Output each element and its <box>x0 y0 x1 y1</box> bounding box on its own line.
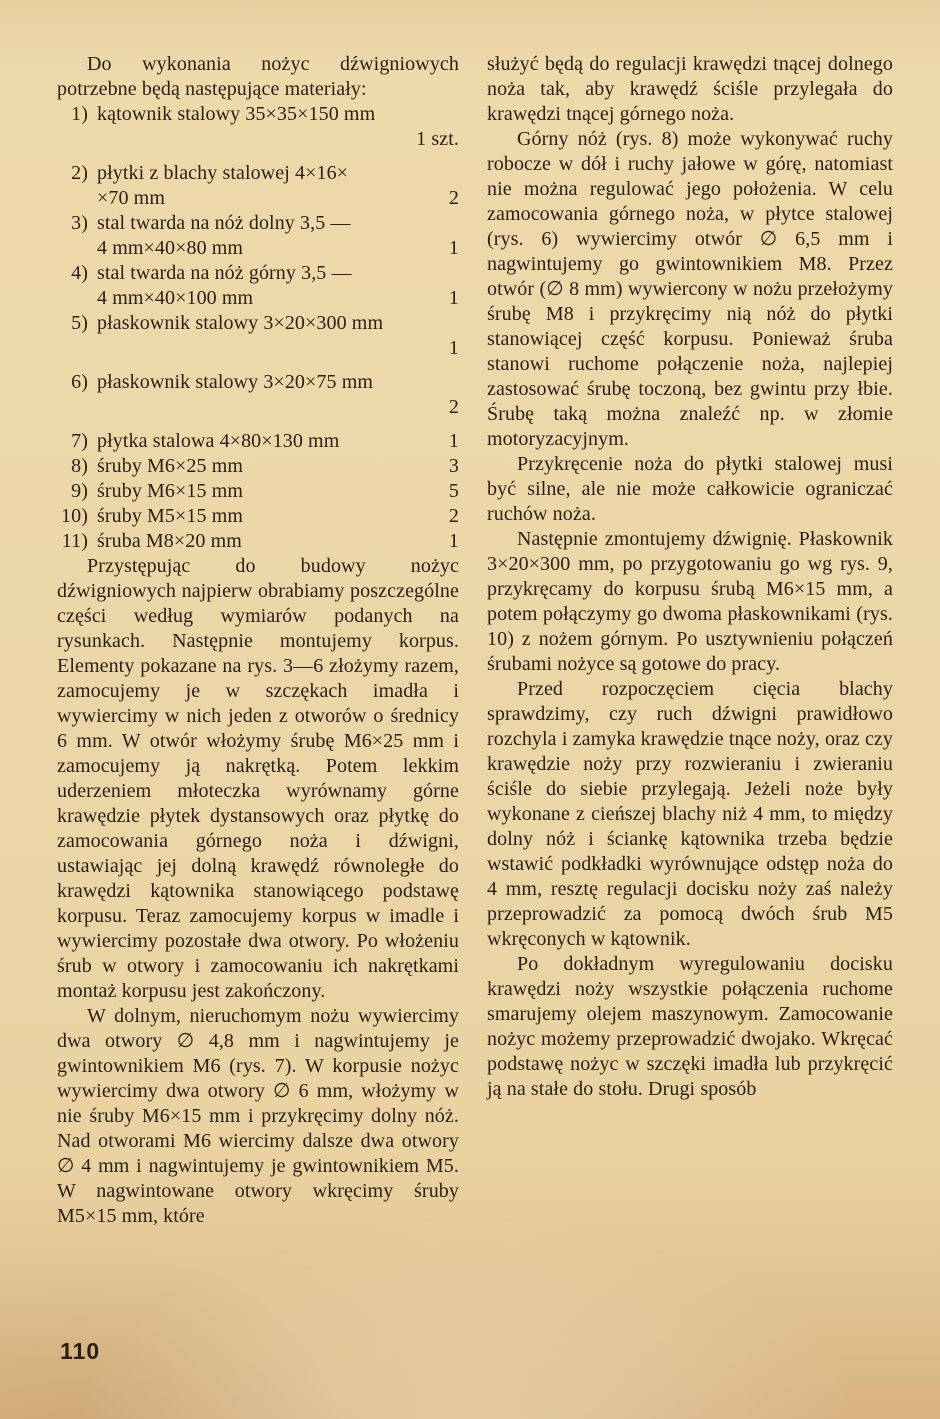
material-number: 9) <box>71 480 88 502</box>
material-text: stal twarda na nóż górny 3,5 — <box>97 262 352 284</box>
material-number: 6) <box>71 371 88 393</box>
material-row <box>57 529 459 554</box>
right-column <box>487 52 893 1102</box>
material-row <box>57 161 459 186</box>
paragraph: Przed rozpoczęciem cięcia blachy sprawdzimy, czy ruch dźwigni prawidłowo rozchyla i zamyka krawędzie tnące noży, oraz czy krawędzie noży przy rozwieraniu i zwieraniu ściśle do siebie przylegają. Jeżeli noże były wykonane z cieńszej blachy niż 4 mm, to między dolny nóż i ściankę kątownika trzeba będzie wstawić podkładki wyrównujące odstęp noża do 4 mm, resztę regulacji docisku noży zaś należy przeprowadzić za pomocą dwóch śrub M5 wkręconych w kątownik. <box>487 678 893 950</box>
paragraph: służyć będą do regulacji krawędzi tnącej dolnego noża tak, aby krawędź ściśle przylegała do krawędzi tnącej górnego noża. <box>487 53 893 125</box>
material-text: płaskownik stalowy 3×20×300 mm <box>97 312 384 334</box>
material-text: 4 mm×40×80 mm <box>97 237 244 259</box>
material-quantity: 1 <box>448 430 459 452</box>
material-row <box>57 370 459 395</box>
material-number: 2) <box>71 162 88 184</box>
material-quantity: 1 <box>448 337 459 359</box>
paragraph: Górny nóż (rys. 8) może wykonywać ruchy robocze w dół i ruchy jałowe w górę, natomiast nie można regulować jego położenia. W celu zamocowania górnego noża, w płytce stalowej (rys. 6) wywiercimy otwór ∅ 6,5 mm i nagwintujemy go gwintownikiem M8. Przez otwór (∅ 8 mm) wywiercony w nożu przełożymy śrubę M8 i przykręcimy nią nóż do płytki stanowiącej część korpusu. Ponieważ śruba stanowi ruchome połączenie noża, najlepiej zastosować śrubę toczoną, bez gwintu przy łbie. Śrubę taką można znaleźć np. w złomie motoryzacyjnym. <box>487 128 893 450</box>
material-row <box>57 236 459 261</box>
material-number: 4) <box>71 262 88 284</box>
materials-list <box>57 102 459 554</box>
paragraph: Po dokładnym wyregulowaniu docisku krawędzi noży wszystkie połączenia ruchome smarujemy olejem maszynowym. Zamocowanie nożyc możemy przeprowadzić dwojako. Wkręcać podstawę nożyc w szczęki imadła lub przykręcić ją na stałe do stołu. Drugi sposób <box>487 953 893 1100</box>
material-quantity: 3 <box>448 455 459 477</box>
material-row <box>57 186 459 211</box>
left-column-paragraphs <box>57 554 459 1229</box>
material-number: 11) <box>61 530 88 552</box>
material-text: płytki z blachy stalowej 4×16× <box>97 162 349 184</box>
material-quantity: 5 <box>448 480 459 502</box>
material-row <box>57 286 459 311</box>
material-text: śruby M6×15 mm <box>97 480 244 502</box>
material-row <box>57 261 459 286</box>
paragraph: Następnie zmontujemy dźwignię. Płaskownik 3×20×300 mm, po przygotowaniu go wg rys. 9, przykręcamy do korpusu śrubą M6×15 mm, a potem połączymy go dwoma płaskownikami (rys. 10) z nożem górnym. Po usztywnieniu połączeń śrubami nożyce są gotowe do pracy. <box>487 528 893 675</box>
material-row <box>57 479 459 504</box>
material-text: śruby M5×15 mm <box>97 505 244 527</box>
material-number: 1) <box>71 103 88 125</box>
material-number: 8) <box>71 455 88 477</box>
material-text: śruby M6×25 mm <box>97 455 244 477</box>
paragraph: W dolnym, nieruchomym nożu wywiercimy dwa otwory ∅ 4,8 mm i nagwintujemy je gwintownikiem M6 (rys. 7). W korpusie nożyc wywiercimy dwa otwory ∅ 6 mm, włożymy w nie śruby M6×15 mm i przykręcimy dolny nóż. Nad otworami M6 wiercimy dalsze dwa otwory ∅ 4 mm i nagwintujemy je gwintownikiem M5. W nagwintowane otwory wkręcimy śruby M5×15 mm, które <box>57 1005 459 1227</box>
material-row <box>57 127 459 152</box>
material-quantity: 2 <box>448 187 459 209</box>
material-text: płytka stalowa 4×80×130 mm <box>97 430 340 452</box>
material-quantity: 2 <box>448 396 459 418</box>
material-row <box>57 336 459 361</box>
paragraph: Przykręcenie noża do płytki stalowej musi być silne, ale nie może całkowicie ograniczać ruchów noża. <box>487 453 893 525</box>
intro-paragraph: Do wykonania nożyc dźwigniowych potrzebne będą następujące materiały: <box>57 53 459 100</box>
material-text: stal twarda na nóż dolny 3,5 — <box>97 212 351 234</box>
material-row <box>57 211 459 236</box>
material-row <box>57 504 459 529</box>
material-number: 5) <box>71 312 88 334</box>
material-quantity: 1 szt. <box>416 128 459 150</box>
material-row <box>57 395 459 420</box>
material-text: kątownik stalowy 35×35×150 mm <box>97 103 376 125</box>
material-row <box>57 454 459 479</box>
page-number: 110 <box>60 1338 101 1364</box>
material-text: płaskownik stalowy 3×20×75 mm <box>97 371 374 393</box>
material-number: 3) <box>71 212 88 234</box>
material-row <box>57 102 459 127</box>
material-number: 10) <box>61 505 88 527</box>
material-quantity: 1 <box>448 237 459 259</box>
material-number: 7) <box>71 430 88 452</box>
material-quantity: 1 <box>448 287 459 309</box>
right-column-paragraphs <box>487 52 893 1102</box>
material-row <box>57 311 459 336</box>
material-text: 4 mm×40×100 mm <box>97 287 254 309</box>
material-text: śruba M8×20 mm <box>97 530 242 552</box>
material-row <box>57 429 459 454</box>
material-quantity: 2 <box>448 505 459 527</box>
material-text: ×70 mm <box>97 187 165 209</box>
left-column <box>57 52 459 1229</box>
material-quantity: 1 <box>448 530 459 552</box>
paragraph: Przystępując do budowy nożyc dźwigniowych najpierw obrabiamy poszczególne części według wymiarów podanych na rysunkach. Następnie montujemy korpus. Elementy pokazane na rys. 3—6 złożymy razem, zamocujemy je w szczękach imadła i wywiercimy w nich jeden z otworów o średnicy 6 mm. W otwór włożymy śrubę M6×25 mm i zamocujemy ją nakrętką. Potem lekkim uderzeniem młoteczka wyrównamy górne krawędzie płytek dystansowych oraz płytkę do zamocowania górnego noża i dźwigni, ustawiając jej dolną krawędź równoległe do krawędzi kątownika stanowiącego podstawę korpusu. Teraz zamocujemy korpus w imadle i wywiercimy pozostałe dwa otwory. Po włożeniu śrub w otwory i zamocowaniu ich nakrętkami montaż korpusu jest zakończony. <box>57 555 459 1002</box>
